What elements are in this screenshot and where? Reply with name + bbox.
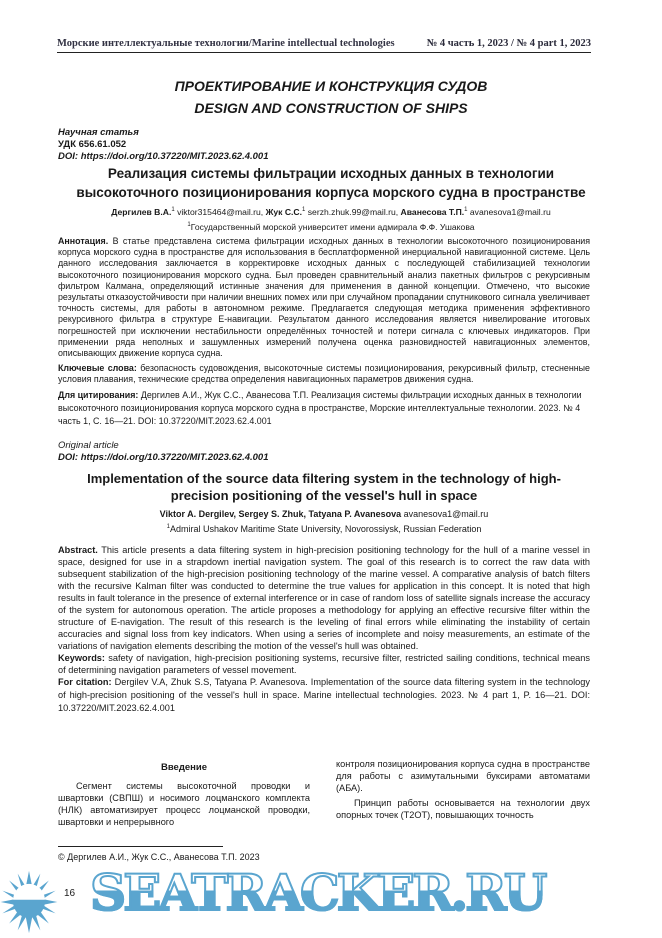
citation-en <box>58 676 590 715</box>
running-header <box>57 38 591 53</box>
intro-heading: Введение <box>160 762 208 773</box>
author-email[interactable]: avanesova1@mail.ru <box>403 508 489 519</box>
citation-label: For citation: <box>58 676 112 687</box>
author-email[interactable]: viktor315464@mail.ru <box>177 206 261 217</box>
keywords-label: Keywords: <box>58 652 105 663</box>
abstract-ru <box>58 236 590 359</box>
footnote-divider <box>58 846 223 847</box>
section-title-en: DESIGN AND CONSTRUCTION OF SHIPS <box>194 100 468 116</box>
keywords-text: безопасность судовождения, высокоточные системы позиционирования, рекурсивный фильтр, стесненные условия плавания, технические средства определения навигационных параметров движения судна. <box>58 363 590 385</box>
authors-ru: Дергилев В.А.$^1$ viktor315464@mail.ru, Жук С.С.$^1$ serzh.zhuk.99@mail.ru, Аванесова Т.П.$^1$ avanesova1@mail.ru $^1$Государственный морской университет имени адмирала Ф.Ф. Ушакова <box>111 206 551 232</box>
title-line: Implementation of the source data filtering system in the technology of high- <box>87 470 561 486</box>
abstract-en <box>58 544 590 652</box>
article-meta-ru <box>58 127 268 163</box>
author-name: Дергилев В.А. <box>111 206 172 217</box>
citation-text: Dergilev V.A, Zhuk S.S, Tatyana P. Avanesova. Implementation of the source data filtering system in the technology of high-precision positioning of the vessel's hull in space. Marine intellectual technologies. 2023. № 4 part 1, P. 16—21. DOI: 10.37220/MIT.2023.62.4.001 <box>58 676 590 713</box>
doi-link[interactable]: DOI: https://doi.org/10.37220/MIT.2023.62.4.001 <box>58 451 269 463</box>
issue-info: № 4 часть 1, 2023 / № 4 part 1, 2023 <box>426 38 591 49</box>
author-name: Жук С.С. <box>265 206 303 217</box>
page-number: 16 <box>64 888 76 899</box>
paragraph: контроля позиционирования корпуса судна в пространстве для работы с азимутальными буксирами автоматами (АБА). <box>336 759 590 793</box>
keywords-label: Ключевые слова: <box>58 363 137 374</box>
article-body-flow <box>58 236 590 715</box>
article-meta-en <box>58 440 590 464</box>
affiliation: Государственный морской университет имени адмирала Ф.Ф. Ушакова <box>190 221 475 232</box>
watermark-logo: SEATRACKER.RU <box>90 863 545 922</box>
citation-label: Для цитирования: <box>58 389 139 400</box>
section-title-ru: ПРОЕКТИРОВАНИЕ И КОНСТРУКЦИЯ СУДОВ <box>174 78 488 94</box>
article-type: Original article <box>58 439 119 451</box>
title-line: Реализация системы фильтрации исходных данных в технологии <box>107 166 555 181</box>
citation-ru <box>58 389 590 428</box>
paragraph: Принцип работы основывается на технологии двух опорных точек (Т2ОТ), повышающих точность <box>336 798 590 820</box>
abstract-label: Abstract. <box>58 544 98 555</box>
title-line: высокоточного позиционирования корпуса морского судна в пространстве <box>76 185 586 200</box>
author-name: Аванесова Т.П. <box>400 206 465 217</box>
intro-left-column: Сегмент системы высокоточной проводки и швартовки (СВПШ) и носимого лоцманского комплекта (НЛК) автоматизирует процесс лоцманской проводки, швартовки и непрерывного <box>58 781 310 827</box>
udc: УДК 656.61.052 <box>58 139 127 150</box>
author-email[interactable]: avanesova1@mail.ru <box>469 206 551 217</box>
abstract-text: This article presents a data filtering system in high-precision positioning technology for the hull of a marine vessel in space, designed for use in a strapdown inertial navigation system. The goal of this research is to correct the raw data with subsequent stabilization of the high-precision positioning technology of the marine vessel. A comparative analysis of batch filters with the recursive Kalman filter was conducted to determine the true values for application in this concept. It is noted that high results in fault tolerance in the presence of external interference or in case of random loss of satellite signals increase the accuracy of the system for autonomous operation. The article proposes a methodology for applying an effective recursive filter within the structure of E-navigation. The result of this research is the leveling of final errors while eliminating the instability of certain accuracies and signal loss from key indicators. When using a series of incomplete and noisy measurements, an estimate of the variations of navigation elements describing the motion of the vessel's hull was obtained. <box>58 544 590 651</box>
authors-en: Viktor A. Dergilev, Sergey S. Zhuk, Tatyana P. Avanesova avanesova1@mail.ru $^1$Admiral Ushakov Maritime State University, Novorossiysk, Russian Federation <box>159 508 489 534</box>
copyright-footnote: © Дергилев А.И., Жук С.С., Аванесова Т.П. 2023 <box>58 852 260 862</box>
author-email[interactable]: serzh.zhuk.99@mail.ru <box>307 206 396 217</box>
sun-logo-icon <box>0 868 58 936</box>
intro-right-column <box>336 758 590 821</box>
abstract-label: Аннотация. <box>58 236 109 246</box>
keywords-en <box>58 652 590 676</box>
citation-text: Дергилев А.И., Жук С.С., Аванесова Т.П. Реализация системы фильтрации исходных данных в технологии высокоточного позиционирования корпуса морского судна в пространстве, Морские интеллектуальные технологии. 2023. № 4 часть 1, С. 16—21. DOI: 10.37220/MIT.2023.62.4.001 <box>58 389 582 426</box>
article-title-en <box>58 470 590 504</box>
title-line: precision positioning of the vessel's hull in space <box>170 487 478 503</box>
affiliation: Admiral Ushakov Maritime State University, Novorossiysk, Russian Federation <box>169 523 482 534</box>
abstract-text: В статье представлена система фильтрации исходных данных в технологии высокоточного позиционирования корпуса морского судна в пространстве для использования в бесплатформенной инерциальной навигационной системе. Цель данного исследования заключается в корректировке исходных данных с последующей стабилизацией технологии высокоточного позиционирования морского судна. Был проведен сравнительный анализ пакетных фильтров с рекурсивным фильтром Калмана, определяющий истинные значения для применения в данной концепции. Отмечено, что высокие результаты отказоустойчивости при наличии внешних помех или при случайном пропадании спутникового сигнала увеличивает точность системы, для работы в автономном режиме. Предлагается следующая методика применения эффективного рекурсивного фильтра в структуре Е-навигации. Результатом данного исследования является нивелирование итоговых погрешностей при исключении нестабильности определённых точностей и потери сигнала с ключевых индикаторов. При применении ряда неполных и зашумленных измерений получена оценка разновидностей навигационных элементов, описывающих движение корпуса судна. <box>58 236 590 359</box>
keywords-text: safety of navigation, high-precision positioning systems, recursive filter, restricted sailing conditions, technical means of determining navigation parameters of vessel movement. <box>58 652 590 675</box>
journal-name: Морские интеллектуальные технологии/Marine intellectual technologies <box>57 38 395 49</box>
article-title-ru <box>65 164 597 202</box>
article-type: Научная статья <box>58 127 139 138</box>
doi-link[interactable]: DOI: https://doi.org/10.37220/MIT.2023.62.4.001 <box>58 151 269 162</box>
author-names: Viktor A. Dergilev, Sergey S. Zhuk, Tatyana P. Avanesova <box>159 508 402 519</box>
keywords-ru <box>58 363 590 385</box>
